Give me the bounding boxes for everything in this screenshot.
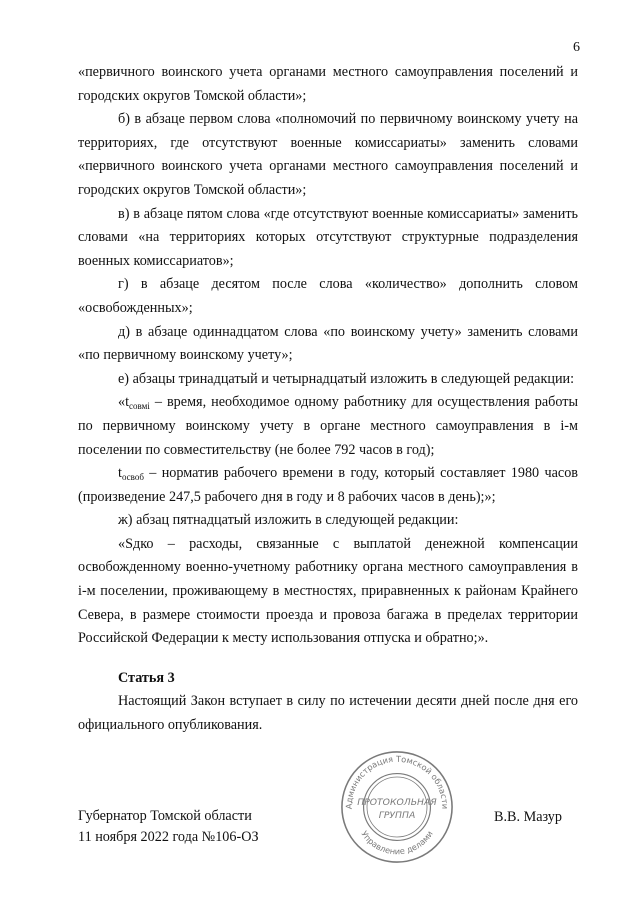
paragraph-text: в) в абзаце пятом слова «где отсутствуют военные комиссариаты» заменить словами «на территориях которых отсутствуют структурные подразделения военных комиссариатов»; bbox=[78, 205, 578, 269]
paragraph-8 bbox=[78, 509, 578, 533]
signature-name: В.В. Мазур bbox=[494, 809, 562, 825]
paragraph-6 bbox=[78, 391, 578, 462]
signature-position: Губернатор Томской области bbox=[78, 808, 252, 824]
stamp-ring-bottom: Управление делами bbox=[359, 828, 435, 857]
page-number: 6 bbox=[573, 40, 580, 55]
paragraph-text: – время, необходимое одному работнику для осуществления работы по первичному воинскому учету в органе местного самоуправления в i-м поселении по совместительству (не более 792 часов в год); bbox=[78, 394, 578, 458]
official-stamp bbox=[338, 748, 456, 866]
document-body bbox=[78, 61, 578, 738]
paragraph-text: г) в абзаце десятом после слова «количество» дополнить словом «освобожденных»; bbox=[78, 276, 578, 316]
stamp-center-line1: ПРОТОКОЛЬНАЯ bbox=[357, 797, 437, 809]
paragraph-0 bbox=[78, 61, 578, 108]
paragraph-7 bbox=[78, 462, 578, 509]
paragraph-text: «первичного воинского учета органами местного самоуправления поселений и городских округов Томской области»; bbox=[78, 64, 578, 104]
article-heading: Статья 3 bbox=[118, 669, 175, 686]
svg-text:Управление делами bbox=[359, 829, 434, 856]
stamp-center-line2: ГРУППА bbox=[378, 809, 416, 821]
paragraph-text: – норматив рабочего времени в году, который составляет 1980 часов (произведение 247,5 рабочего дня в году и 8 рабочих часов в день);»; bbox=[78, 465, 578, 505]
paragraph-text: б) в абзаце первом слова «полномочий по первичному воинскому учету на территориях, где отсутствуют военные комиссариаты» заменить словами «первичного воинского учета органами местного самоуправления поселений и городских округов Томской области»; bbox=[78, 111, 578, 198]
paragraph-text: е) абзацы тринадцатый и четырнадцатый изложить в следующей редакции: bbox=[118, 370, 575, 387]
paragraph-text: «t bbox=[118, 394, 130, 411]
paragraph-9 bbox=[78, 533, 578, 651]
paragraph-3 bbox=[78, 273, 578, 320]
paragraph-text: ж) абзац пятнадцатый изложить в следующей редакции: bbox=[118, 512, 459, 529]
paragraph-text: t bbox=[118, 465, 122, 482]
article-text: Настоящий Закон вступает в силу по истечении десяти дней после дня его официального опубликования. bbox=[78, 693, 578, 734]
signature-left bbox=[78, 806, 259, 848]
stamp-ring-top: Администрация Томской области bbox=[343, 753, 451, 810]
paragraph-4 bbox=[78, 321, 578, 368]
paragraph-1 bbox=[78, 108, 578, 202]
subscript: освоб bbox=[121, 472, 144, 483]
paragraph-5 bbox=[78, 368, 578, 392]
paragraph-text: «Sдко – расходы, связанные с выплатой денежной компенсации освобожденному военно-учетному работнику органа местного самоуправления в i-м поселении, проживающему в местностях, приравненных к районам Крайнего Севера, в размере стоимости проезда и провоза багажа в пределах территории Российской Федерации к месту использования отпуска и обратно;». bbox=[78, 535, 578, 647]
paragraph-2 bbox=[78, 203, 578, 274]
paragraph-text: д) в абзаце одиннадцатом слова «по воинскому учету» заменить словами «по первичному воинскому учету»; bbox=[78, 323, 578, 364]
subscript: совмi bbox=[129, 401, 150, 412]
signature-date-number: 11 ноября 2022 года №106-ОЗ bbox=[78, 829, 259, 845]
